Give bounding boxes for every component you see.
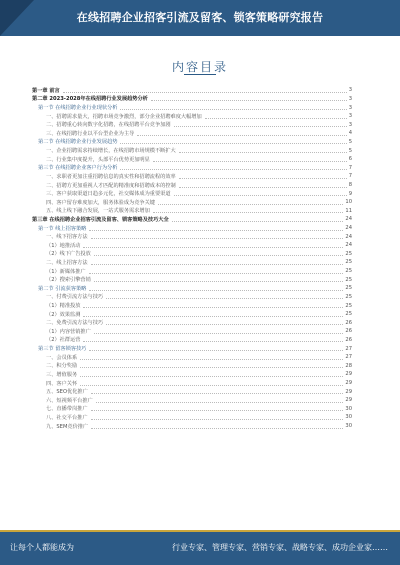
toc-entry-page: 24	[345, 242, 352, 249]
toc-entry[interactable]	[32, 241, 352, 250]
toc-entry-label: （1）地推活动	[46, 242, 81, 249]
toc-entry-label: （2）搜索引擎营销	[46, 277, 91, 284]
toc-entry[interactable]	[32, 181, 352, 190]
toc-entry-page: 29	[345, 397, 352, 404]
footer-banner	[0, 530, 400, 565]
toc-dot-leader	[179, 187, 347, 188]
toc-entry-label: （1）内容营销推广	[46, 328, 91, 335]
toc-entry-page: 26	[345, 319, 352, 326]
toc-entry[interactable]	[32, 103, 352, 112]
toc-entry[interactable]	[32, 155, 352, 164]
toc-entry[interactable]	[32, 198, 352, 207]
toc-entry-page: 26	[345, 328, 352, 335]
toc-entry-label: 五、SEO优化推广	[46, 389, 88, 396]
toc-entry-page: 29	[345, 388, 352, 395]
toc-entry-label: 一、求职者更加注重招聘信息的真实性和招聘流程的效率	[46, 173, 176, 180]
table-of-contents	[32, 86, 352, 430]
toc-entry[interactable]	[32, 258, 352, 267]
toc-entry-label: 一、招聘需求量大，招聘市场竞争激烈，部分企业招聘难度大幅增加	[46, 113, 202, 120]
toc-entry-page: 7	[348, 173, 352, 180]
toc-dot-leader	[153, 161, 347, 162]
toc-dot-leader	[91, 428, 343, 429]
toc-entry-label: 六、短视频平台推广	[46, 397, 93, 404]
toc-entry-page: 26	[345, 336, 352, 343]
toc-entry[interactable]	[32, 362, 352, 371]
toc-entry[interactable]	[32, 327, 352, 336]
toc-dot-leader	[158, 204, 343, 205]
toc-entry-label: （2）效果监测	[46, 311, 81, 318]
toc-dot-leader	[89, 290, 343, 291]
toc-dot-leader	[174, 126, 347, 127]
toc-dot-leader	[89, 350, 343, 351]
toc-entry[interactable]	[32, 189, 352, 198]
toc-entry-page: 30	[345, 423, 352, 430]
toc-entry[interactable]	[32, 172, 352, 181]
toc-entry-page: 24	[345, 225, 352, 232]
toc-dot-leader	[179, 178, 347, 179]
toc-entry-page: 4	[348, 130, 352, 137]
toc-entry-label: 第二节 在线招聘企业行业发展趋势	[38, 139, 118, 146]
footer-text: 让每个人都能成为	[10, 543, 74, 552]
toc-entry-page: 3	[348, 87, 352, 94]
toc-entry[interactable]	[32, 146, 352, 155]
toc-entry-page: 3	[348, 113, 352, 120]
toc-dot-leader	[89, 273, 344, 274]
toc-entry[interactable]	[32, 120, 352, 129]
toc-entry[interactable]	[32, 232, 352, 241]
footer-accent-line	[0, 530, 400, 532]
toc-entry-page: 8	[348, 182, 352, 188]
toc-entry-label: 二、招聘方更加重视人才匹配的精准度和招聘成本的控制	[46, 182, 176, 189]
toc-entry-page: 10	[345, 199, 352, 206]
toc-entry-page: 25	[345, 311, 352, 318]
toc-entry[interactable]	[32, 224, 352, 233]
toc-entry-label: 五、线上线下融合发展，一站式服务需求增加	[46, 208, 150, 215]
toc-entry-label: 第三节 在线招聘企业客户行为分析	[38, 165, 118, 172]
toc-entry-label: （2）线下广告投放	[46, 251, 91, 258]
toc-dot-leader	[80, 385, 343, 386]
toc-entry[interactable]	[32, 284, 352, 293]
toc-entry-label: 一、企业招聘需求持续增长，在线招聘市场规模不断扩大	[46, 148, 176, 155]
toc-dot-leader	[151, 100, 347, 101]
toc-dot-leader	[106, 324, 343, 325]
toc-entry[interactable]	[32, 344, 352, 353]
toc-entry-page: 24	[345, 216, 352, 223]
toc-entry-page: 29	[345, 380, 352, 387]
toc-entry-page: 25	[345, 268, 352, 275]
toc-entry-page: 25	[345, 250, 352, 257]
toc-entry-page: 25	[345, 259, 352, 266]
toc-entry-page: 11	[345, 207, 352, 214]
toc-dot-leader	[172, 221, 344, 222]
toc-entry-page: 28	[345, 362, 352, 369]
toc-entry[interactable]	[32, 293, 352, 302]
toc-dot-leader	[179, 152, 347, 153]
toc-entry-label: 第二章 2023-2028年在线招聘行业发展趋势分析	[32, 96, 148, 103]
toc-entry-label: 第一节 线上招客策略	[38, 225, 87, 232]
toc-entry[interactable]	[32, 86, 352, 95]
toc-dot-leader	[91, 393, 344, 394]
toc-entry-page: 25	[345, 276, 352, 283]
toc-entry[interactable]	[32, 163, 352, 172]
toc-entry-label: （2）社群运营	[46, 337, 81, 344]
toc-entry[interactable]	[32, 267, 352, 276]
toc-entry-page: 5	[348, 147, 352, 154]
toc-entry-page: 6	[348, 156, 352, 163]
toc-entry-page: 29	[345, 371, 352, 378]
toc-entry-page: 7	[348, 164, 352, 171]
toc-dot-leader	[91, 419, 344, 420]
toc-entry-label: （1）精准投放	[46, 303, 81, 310]
toc-entry-label: 二、招聘重心转向数字化招聘，在线招聘平台竞争加剧	[46, 122, 171, 129]
toc-dot-leader	[120, 143, 346, 144]
toc-entry-page: 25	[345, 285, 352, 292]
toc-entry-label: 七、直播带岗推广	[46, 406, 88, 413]
toc-dot-leader	[137, 135, 346, 136]
toc-entry[interactable]	[32, 336, 352, 345]
toc-entry-label: 第一章 前言	[32, 87, 60, 94]
toc-entry-label: 三、增值服务	[46, 371, 78, 378]
toc-entry-page: 5	[348, 138, 352, 145]
toc-entry[interactable]	[32, 138, 352, 147]
toc-entry-page: 25	[345, 293, 352, 300]
toc-entry-label: 二、积分奖励	[46, 363, 78, 370]
header-banner	[0, 0, 400, 36]
toc-entry[interactable]	[32, 215, 352, 224]
toc-entry[interactable]	[32, 405, 352, 414]
toc-entry[interactable]	[32, 396, 352, 405]
toc-dot-leader	[80, 367, 343, 368]
toc-entry-page: 27	[345, 345, 352, 352]
toc-heading: 内容目录	[171, 60, 228, 74]
toc-dot-leader	[96, 402, 344, 403]
toc-dot-leader	[120, 109, 346, 110]
toc-entry-label: 第三节 留客锁客技巧	[38, 346, 87, 353]
toc-dot-leader	[83, 247, 343, 248]
toc-dot-leader	[106, 298, 343, 299]
toc-dot-leader	[94, 333, 344, 334]
toc-dot-leader	[91, 410, 344, 411]
toc-entry[interactable]	[32, 129, 352, 138]
toc-entry-label: 三、在线招聘行业以平台型企业为主导	[46, 130, 135, 137]
report-title: 在线招聘企业招客引流及留客、锁客策略研究报告	[76, 11, 324, 24]
toc-entry-page: 30	[345, 414, 352, 421]
toc-dot-leader	[80, 359, 343, 360]
toc-entry-page: 3	[348, 121, 352, 128]
toc-dot-leader	[83, 341, 343, 342]
toc-dot-leader	[120, 169, 346, 170]
toc-entry-page: 27	[345, 354, 352, 361]
toc-entry-label: 第一节 在线招聘企业行业现状分析	[38, 105, 118, 112]
toc-entry[interactable]	[32, 422, 352, 431]
toc-entry-label: 第二节 引流获客策略	[38, 285, 87, 292]
toc-dot-leader	[91, 238, 344, 239]
toc-dot-leader	[80, 376, 343, 377]
toc-entry-label: 一、线下招客方法	[46, 234, 88, 241]
toc-entry-label: 二、线上招客方法	[46, 259, 88, 266]
toc-entry[interactable]	[32, 370, 352, 379]
toc-dot-leader	[94, 255, 344, 256]
toc-dot-leader	[63, 92, 347, 93]
toc-entry-label: （1）新媒体推广	[46, 268, 86, 275]
toc-entry-page: 9	[348, 190, 352, 197]
toc-entry-page: 25	[345, 302, 352, 309]
toc-entry-page: 24	[345, 233, 352, 240]
toc-dot-leader	[83, 307, 343, 308]
toc-entry-label: 二、免费引流方法与技巧	[46, 320, 104, 327]
toc-entry-label: 八、社交平台推广	[46, 414, 88, 421]
toc-entry[interactable]	[32, 112, 352, 121]
toc-entry-page: 30	[345, 405, 352, 412]
footer-slogan: 行业专家、管理专家、营销专家、战略专家、成功企业家……	[172, 543, 388, 552]
toc-dot-leader	[94, 281, 344, 282]
toc-entry[interactable]	[32, 301, 352, 310]
toc-entry[interactable]	[32, 250, 352, 259]
toc-entry[interactable]	[32, 379, 352, 388]
toc-heading-underline	[184, 74, 216, 75]
toc-entry[interactable]	[32, 95, 352, 104]
toc-entry[interactable]	[32, 387, 352, 396]
toc-entry[interactable]	[32, 318, 352, 327]
toc-entry-page: 3	[348, 104, 352, 111]
toc-dot-leader	[83, 316, 343, 317]
toc-entry-label: 一、付费引流方法与技巧	[46, 294, 104, 301]
toc-entry-label: 第三章 在线招聘企业招客引流及留客、锁客策略及技巧大全	[32, 216, 169, 223]
toc-entry-label: 一、会员体系	[46, 354, 78, 361]
toc-entry[interactable]	[32, 207, 352, 216]
toc-entry-label: 四、客户关怀	[46, 380, 78, 387]
toc-entry-label: 三、客户获取渠道日趋多元化，社交媒体成为重要渠道	[46, 191, 171, 198]
toc-entry[interactable]	[32, 413, 352, 422]
toc-entry-label: 九、SEM竞价推广	[46, 423, 89, 430]
toc-dot-leader	[174, 195, 347, 196]
toc-dot-leader	[91, 264, 344, 265]
toc-entry[interactable]	[32, 310, 352, 319]
toc-entry[interactable]	[32, 353, 352, 362]
toc-entry-label: 四、客户留存难度加大，服务体验成为竞争关键	[46, 199, 155, 206]
toc-entry[interactable]	[32, 275, 352, 284]
toc-dot-leader	[89, 230, 343, 231]
toc-entry-label: 二、行业集中度提升，头部平台优势更加明显	[46, 156, 150, 163]
toc-dot-leader	[205, 118, 347, 119]
toc-dot-leader	[153, 212, 344, 213]
toc-entry-page: 3	[348, 95, 352, 102]
